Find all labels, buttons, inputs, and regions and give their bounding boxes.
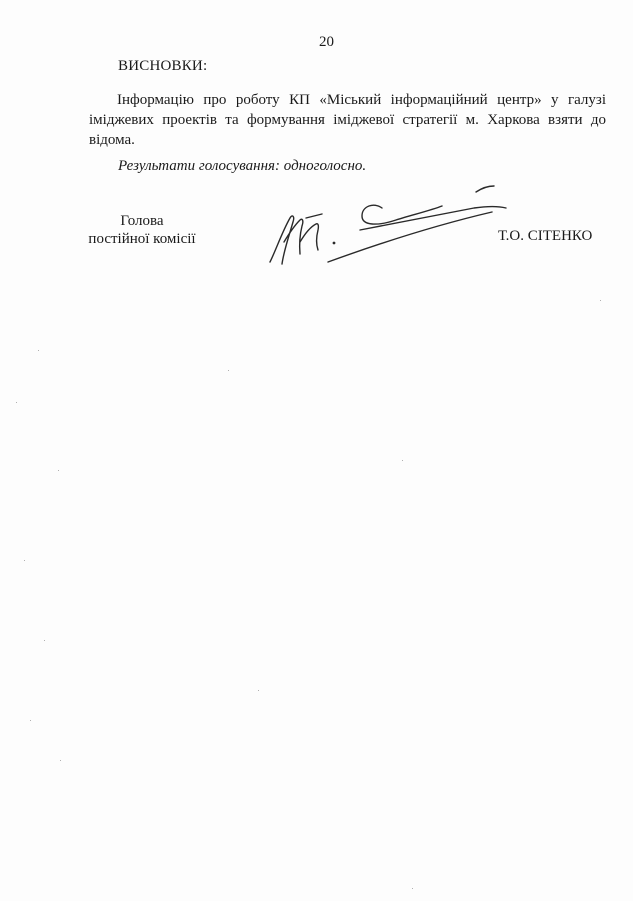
signatory-title	[86, 212, 198, 248]
handwritten-signature	[262, 180, 512, 270]
voting-result: Результати голосування: одноголосно.	[118, 158, 367, 174]
signatory-title-line2: постійної комісії	[88, 231, 196, 247]
conclusions-text: Інформацію про роботу КП «Міський інформаційний центр» у галузі іміджевих проектів та формування іміджевої стратегії м. Харкова взяти до відома.	[89, 92, 606, 148]
signatory-name: Т.О. СІТЕНКО	[498, 228, 593, 244]
conclusions-heading: ВИСНОВКИ:	[118, 58, 208, 74]
signatory-title-line1: Голова	[120, 213, 164, 229]
page-number: 20	[319, 34, 334, 50]
